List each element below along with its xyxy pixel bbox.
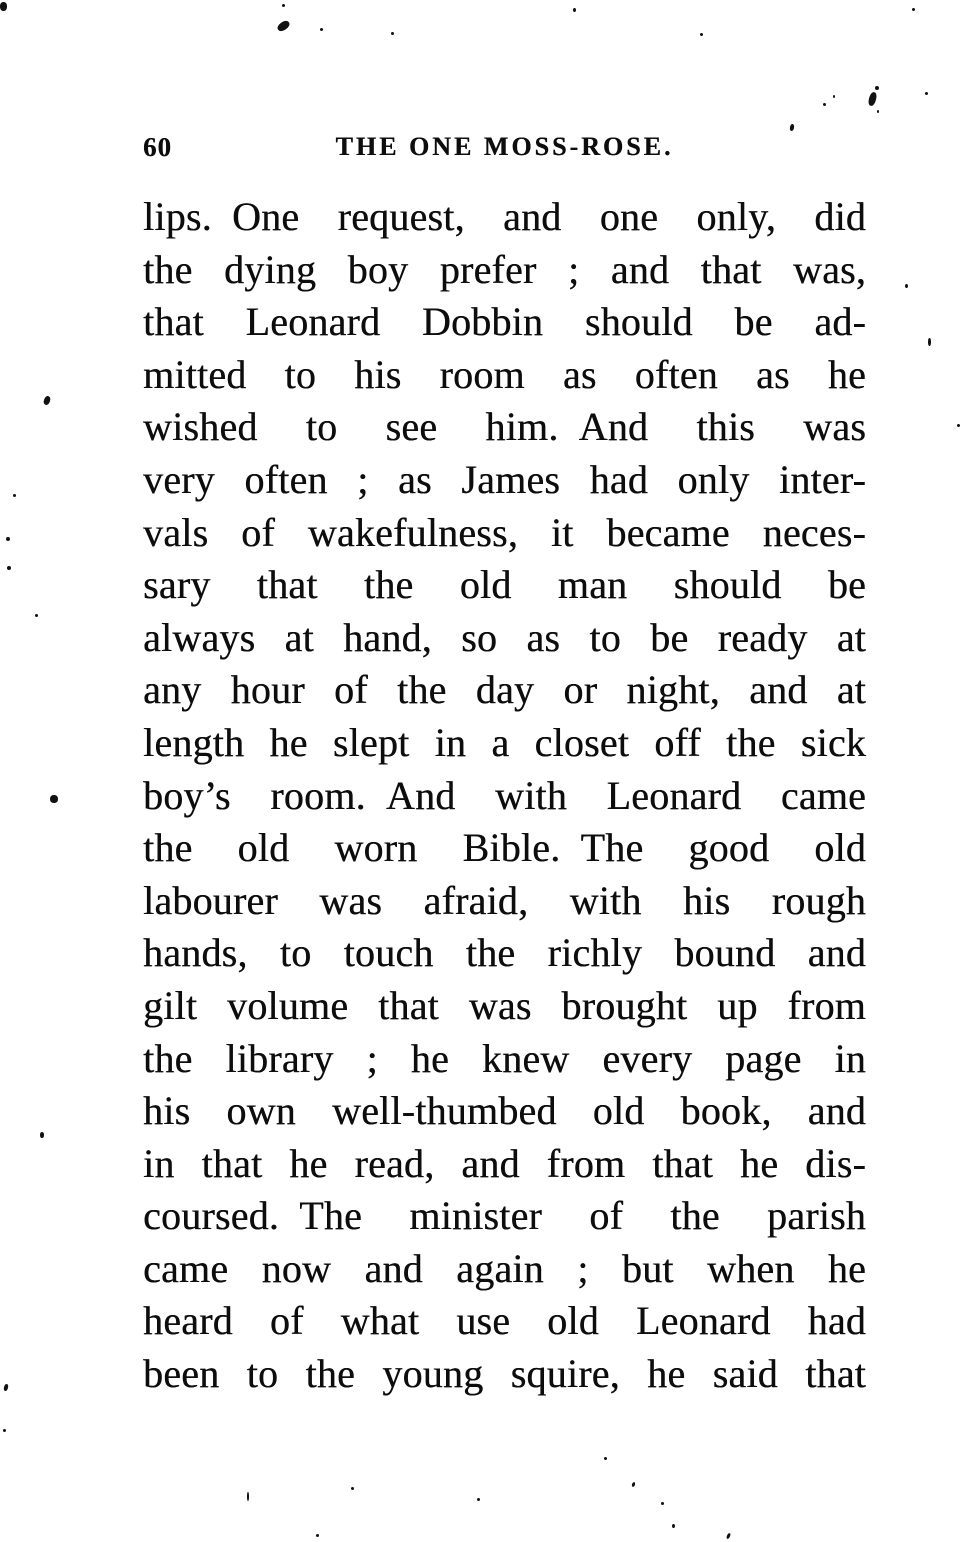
- text-line: vals of wakefulness, it became neces-: [143, 509, 866, 555]
- scan-speck: [320, 28, 323, 31]
- scan-speck: [833, 95, 835, 98]
- scan-speck: [661, 1502, 664, 1505]
- scan-speck: [351, 1487, 354, 1490]
- body-text: [143, 191, 866, 1401]
- scan-speck: [35, 614, 38, 617]
- text-line: any hour of the day or night, and at: [143, 667, 866, 713]
- text-line: in that he read, and from that he dis-: [143, 1140, 866, 1186]
- scan-speck: [0, 2, 7, 11]
- scan-speck: [875, 86, 879, 90]
- scan-speck: [316, 1534, 319, 1537]
- page-number: 60: [143, 132, 172, 162]
- scan-speck: [604, 1457, 607, 1460]
- text-line: sary that the old man should be: [143, 562, 866, 608]
- scan-speck: [700, 33, 703, 36]
- text-line: always at hand, so as to be ready at: [143, 614, 866, 660]
- text-line: his own well-thumbed old book, and: [143, 1088, 866, 1134]
- text-line: the dying boy prefer ; and that was,: [143, 246, 866, 292]
- scan-speck: [282, 4, 285, 7]
- scan-speck: [7, 566, 11, 570]
- scan-speck: [789, 124, 794, 132]
- scan-speck: [43, 395, 52, 406]
- scan-speck: [3, 1384, 9, 1392]
- text-line: mitted to his room as often as he: [143, 351, 866, 397]
- scan-speck: [40, 1132, 44, 1138]
- text-line: lips. One request, and one only, did: [143, 194, 866, 239]
- scan-speck: [877, 110, 879, 113]
- scan-speck: [925, 92, 928, 95]
- scan-speck: [247, 1492, 249, 1501]
- text-line: coursed. The minister of the parish: [143, 1193, 866, 1239]
- text-line: very often ; as James had only inter-: [143, 456, 866, 502]
- scan-speck: [823, 103, 826, 106]
- text-line: boy’s room. And with Leonard came: [143, 772, 866, 818]
- scan-speck: [391, 32, 394, 35]
- text-line: came now and again ; but when he: [143, 1245, 866, 1291]
- scan-speck: [477, 1498, 480, 1501]
- scan-speck: [957, 424, 960, 427]
- scan-speck: [6, 537, 10, 541]
- text-line: the old worn Bible. The good old: [143, 825, 866, 871]
- page-header: [143, 132, 866, 166]
- scan-speck: [13, 494, 16, 497]
- scan-speck: [867, 91, 877, 106]
- text-line: heard of what use old Leonard had: [143, 1298, 866, 1344]
- scan-speck: [50, 795, 58, 803]
- scan-speck: [276, 19, 291, 33]
- text-line: that Leonard Dobbin should be ad-: [143, 299, 866, 345]
- scan-speck: [672, 1524, 675, 1528]
- scan-speck: [726, 1533, 731, 1540]
- scan-speck: [905, 284, 908, 288]
- running-title: THE ONE MOSS-ROSE.: [335, 132, 674, 161]
- text-line: wished to see him. And this was: [143, 404, 866, 450]
- text-line: gilt volume that was brought up from: [143, 982, 866, 1028]
- scan-speck: [3, 1429, 6, 1432]
- scan-speck: [573, 8, 576, 12]
- text-line: been to the young squire, he said that: [143, 1351, 866, 1397]
- scan-speck: [912, 8, 915, 11]
- text-line: length he slept in a closet off the sick: [143, 719, 866, 765]
- scan-speck: [631, 1482, 636, 1488]
- text-line: labourer was afraid, with his rough: [143, 877, 866, 923]
- scan-speck: [928, 338, 931, 346]
- text-line: hands, to touch the richly bound and: [143, 930, 866, 976]
- text-line: the library ; he knew every page in: [143, 1035, 866, 1081]
